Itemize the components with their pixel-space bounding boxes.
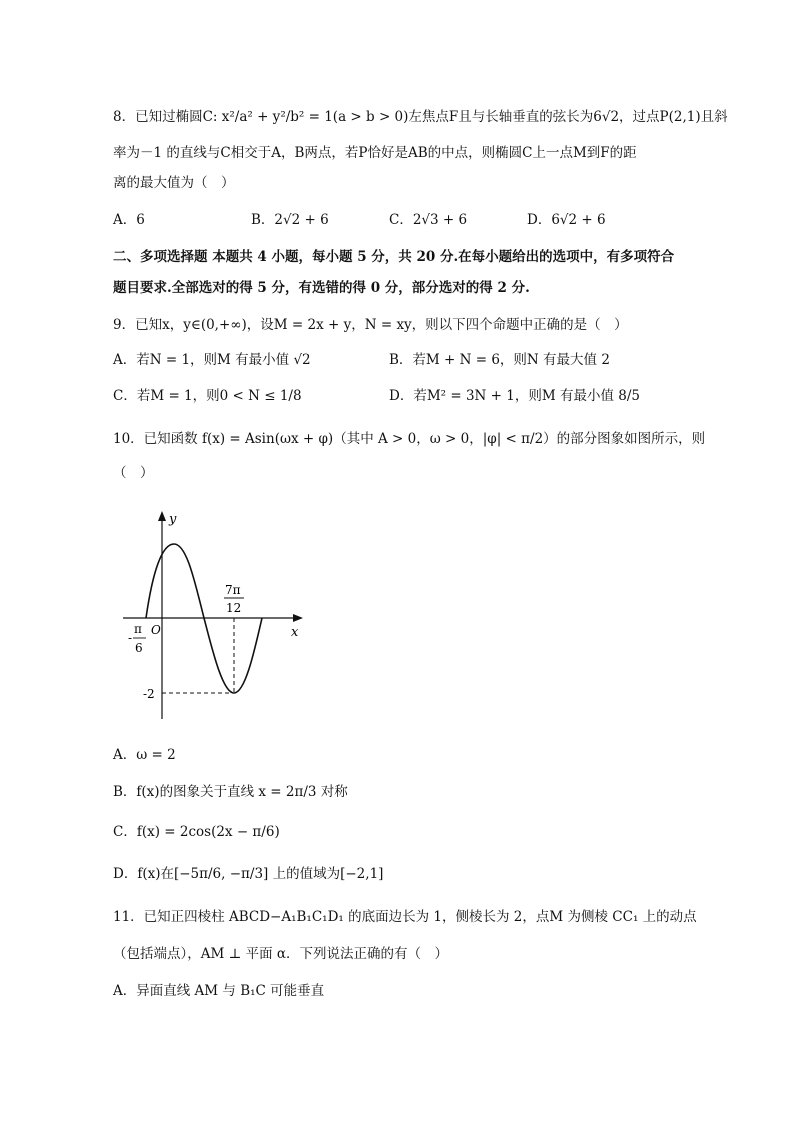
section-heading-line2: 题目要求.全部选对的得 5 分，有选错的得 0 分，部分选对的得 2 分.	[113, 280, 530, 296]
q8-line2: 率为－1 的直线与C相交于A，B两点，若P恰好是AB的中点，则椭圆C上一点M到F的距	[113, 145, 637, 161]
q11-line2: （包括端点），AM ⊥ 平面 α．下列说法正确的有（ ）	[113, 946, 449, 962]
q8-option-b: B．2√2 + 6	[251, 212, 329, 228]
tick-7pi-numerator: 7π	[225, 583, 241, 597]
q8-option-a: A．6	[113, 212, 145, 228]
y-axis-arrow	[158, 511, 166, 521]
q9-option-b: B．若M + N = 6，则N 有最大值 2	[389, 352, 610, 368]
q9-stem: 9．已知x，y∈(0,+∞)，设M = 2x + y，N = xy，则以下四个命题中正确的是（ ）	[113, 317, 628, 333]
x-axis-arrow	[293, 614, 303, 622]
q10-option-c: C．f(x) = 2cos(2x − π/6)	[113, 824, 280, 840]
tick-neg-pi-numerator: π	[134, 622, 142, 636]
q10-sine-graph	[115, 505, 315, 730]
q10-blank: （ ）	[113, 465, 154, 481]
q10-option-b: B．f(x)的图象关于直线 x = 2π/3 对称	[113, 784, 348, 800]
q9-option-a: A．若N = 1，则M 有最小值 √2	[113, 352, 311, 368]
q11-line1: 11．已知正四棱柱 ABCD−A₁B₁C₁D₁ 的底面边长为 1，侧棱长为 2，点M 为侧棱 CC₁ 上的动点	[113, 909, 697, 925]
q8-line3: 离的最大值为（ ）	[113, 175, 235, 191]
tick-neg-pi-denominator: 6	[135, 641, 143, 655]
origin-label: O	[151, 623, 161, 637]
q8-option-c: C．2√3 + 6	[389, 212, 468, 228]
q10-option-a: A．ω = 2	[113, 747, 176, 763]
min-value-label: -2	[143, 687, 155, 701]
y-axis-label: y	[169, 512, 177, 527]
q10-stem: 10．已知函数 f(x) = Asin(ωx + φ)（其中 A > 0，ω > 0，|φ| < π/2）的部分图象如图所示，则	[113, 431, 706, 447]
tick-7pi-denominator: 12	[226, 601, 242, 615]
x-axis-label: x	[291, 625, 299, 640]
q11-option-a: A．异面直线 AM 与 B₁C 可能垂直	[113, 983, 325, 999]
q10-option-d: D．f(x)在[−5π/6, −π/3] 上的值域为[−2,1]	[113, 866, 384, 882]
q8-line1: 8．已知过椭圆C: x²/a² + y²/b² = 1(a > b > 0)左焦点F且与长轴垂直的弦长为6√2，过点P(2,1)且斜	[113, 109, 728, 125]
section-heading-line1: 二、多项选择题 本题共 4 小题，每小题 5 分，共 20 分.在每小题给出的选项中，有多项符合	[113, 249, 675, 265]
q9-option-d: D．若M² = 3N + 1，则M 有最小值 8/5	[389, 388, 640, 404]
q8-option-d: D．6√2 + 6	[527, 212, 606, 228]
q9-option-c: C．若M = 1，则0 < N ≤ 1/8	[113, 388, 302, 404]
tick-neg-sign: -	[128, 631, 133, 645]
